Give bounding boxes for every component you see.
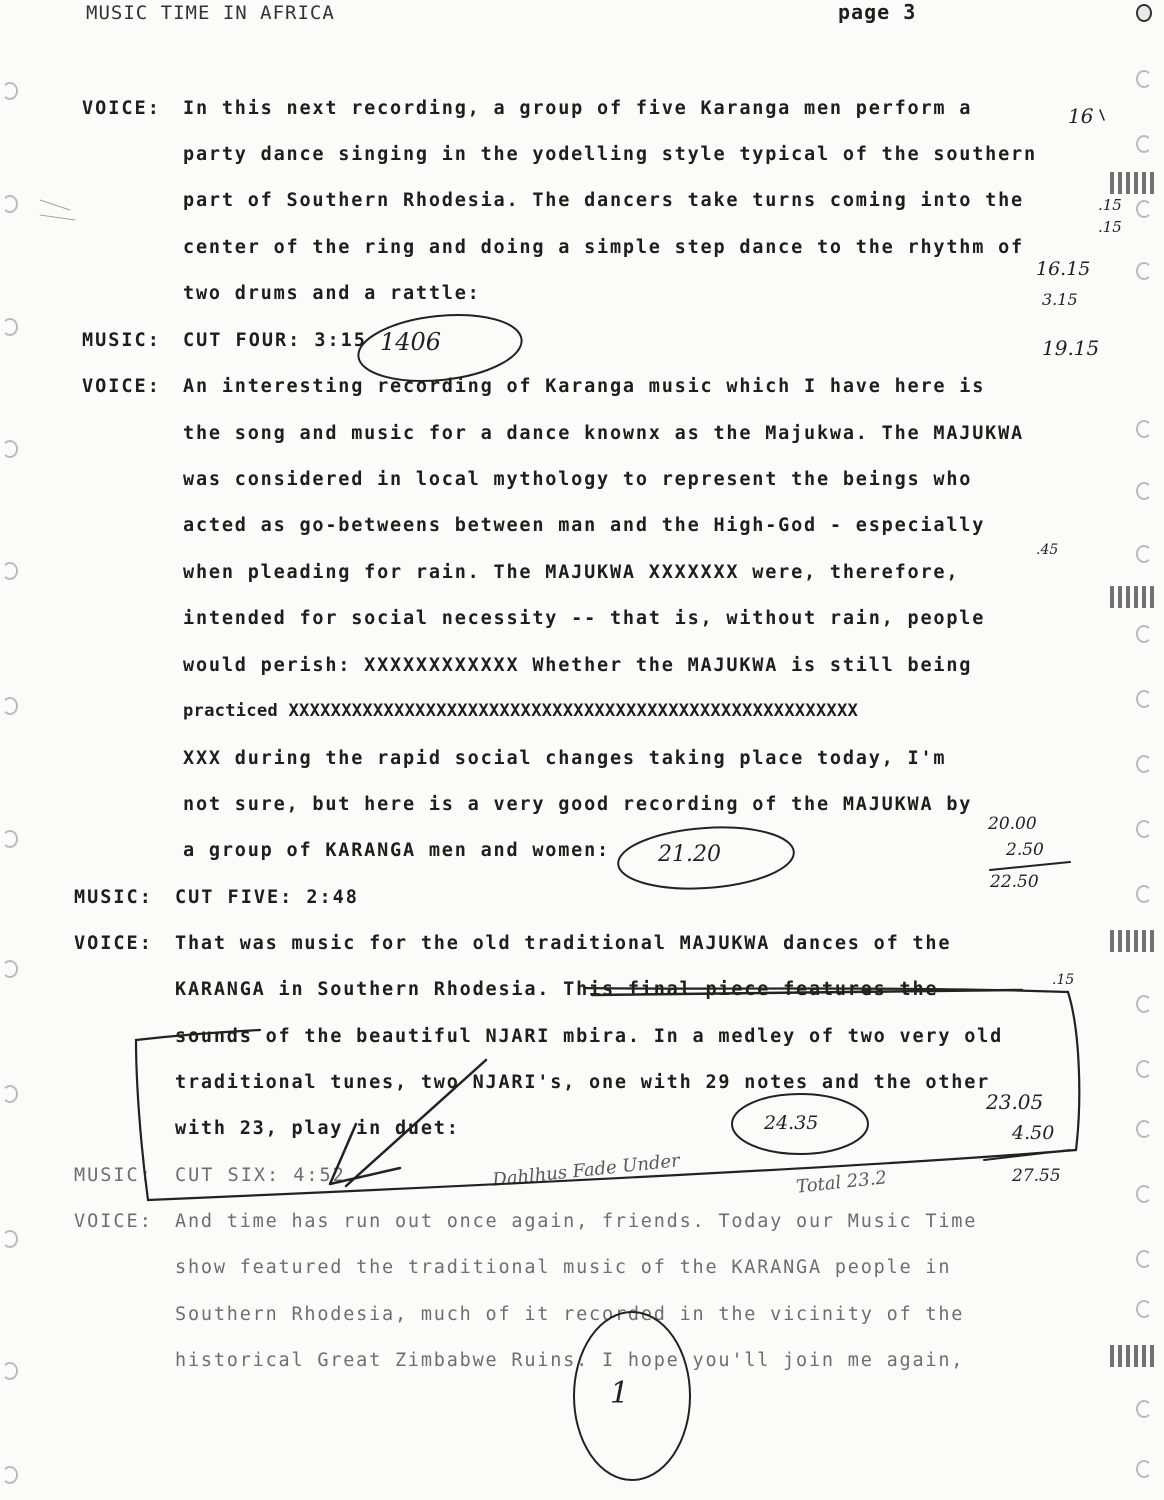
handwritten-scrawl: Dahlhus Fade Under: [491, 1150, 681, 1191]
handwritten-note: 20.00: [988, 814, 1037, 834]
handwritten-note: .45: [1036, 542, 1059, 558]
speaker-label: VOICE:: [82, 98, 161, 119]
circle-mark: [574, 1312, 690, 1480]
speaker-label: VOICE:: [74, 933, 153, 954]
script-line: And time has run out once again, friends. Today our Music Time: [175, 1211, 978, 1232]
script-line: An interesting recording of Karanga music which I have here is: [183, 376, 986, 397]
script-line: when pleading for rain. The MAJUKWA XXXXXXX were, therefore,: [183, 562, 960, 583]
script-line: party dance singing in the yodelling style typical of the southern: [183, 144, 1037, 165]
script-line: That was music for the old traditional MAJUKWA dances of the: [175, 933, 952, 954]
circled-note: 1406: [380, 328, 442, 356]
handwritten-note: 16.15: [1036, 258, 1091, 280]
script-line: historical Great Zimbabwe Ruins. I hope you'll join me again,: [175, 1350, 965, 1371]
handwritten-note: 3.15: [1042, 290, 1078, 309]
script-line: the song and music for a dance knownx as the Majukwa. The MAJUKWA: [183, 423, 1024, 444]
sum-line: [984, 1150, 1070, 1160]
handwritten-note: .15: [1098, 196, 1122, 214]
edge-mark: [1110, 1345, 1158, 1367]
script-line: In this next recording, a group of five Karanga men perform a: [183, 98, 973, 119]
edge-mark: [1110, 172, 1158, 194]
handwritten-note: 4.50: [1012, 1122, 1055, 1144]
music-cue: CUT FOUR: 3:15: [183, 330, 367, 351]
speaker-label: MUSIC:: [74, 887, 153, 908]
script-line: center of the ring and doing a simple step dance to the rhythm of: [183, 237, 1024, 258]
left-perforation: [2, 0, 26, 1500]
music-cue: CUT FIVE: 2:48: [175, 887, 359, 908]
script-line: show featured the traditional music of the KARANGA people in: [175, 1257, 952, 1278]
script-line: a group of KARANGA men and women:: [183, 840, 610, 861]
script-line: Southern Rhodesia, much of it recorded in the vicinity of the: [175, 1304, 965, 1325]
script-line: intended for social necessity -- that is, without rain, people: [183, 608, 986, 629]
sum-line: [990, 862, 1070, 870]
edge-mark: [1110, 930, 1158, 952]
circled-note: 24.35: [764, 1112, 819, 1134]
right-perforation: [1136, 0, 1160, 1500]
script-line: with 23, play in duet:: [175, 1118, 460, 1139]
speaker-label: VOICE:: [82, 376, 161, 397]
edge-mark: [1110, 586, 1158, 608]
circled-note: 1: [610, 1376, 630, 1411]
script-line: traditional tunes, two NJARI's, one with 29 notes and the other: [175, 1072, 991, 1093]
handwritten-note: 22.50: [990, 872, 1039, 892]
script-line: KARANGA in Southern Rhodesia. This final piece features the: [175, 979, 939, 1000]
script-line: part of Southern Rhodesia. The dancers take turns coming into the: [183, 190, 1024, 211]
script-line: practiced XXXXXXXXXXXXXXXXXXXXXXXXXXXXXXXXXXXXXXXXXXXXXXXXXXXXXX: [183, 701, 859, 721]
handwritten-note: .15: [1098, 218, 1122, 236]
speaker-label: MUSIC:: [82, 330, 161, 351]
handwritten-note: 19.15: [1042, 336, 1100, 360]
script-title: MUSIC TIME IN AFRICA: [86, 2, 335, 24]
script-line: two drums and a rattle:: [183, 283, 481, 304]
script-line: sounds of the beautiful NJARI mbira. In a medley of two very old: [175, 1026, 1004, 1047]
handwritten-scrawl: Total 23.2: [795, 1167, 888, 1198]
handwritten-note: 2.50: [1006, 840, 1044, 860]
music-cue: CUT SIX: 4:52: [175, 1165, 346, 1186]
script-line: not sure, but here is a very good recording of the MAJUKWA by: [183, 794, 973, 815]
handwritten-note: 23.05: [986, 1090, 1044, 1114]
script-line: XXX during the rapid social changes taking place today, I'm: [183, 748, 947, 769]
page-number: page 3: [838, 0, 917, 24]
circled-note: 21.20: [658, 842, 721, 867]
speaker-label: MUSIC:: [74, 1165, 153, 1186]
speaker-label: VOICE:: [74, 1211, 153, 1232]
handwritten-note: .15: [1052, 972, 1075, 988]
script-line: acted as go-betweens between man and the High-God - especially: [183, 515, 986, 536]
handwritten-note: 16: [1068, 104, 1094, 128]
script-line: would perish: XXXXXXXXXXXX Whether the MAJUKWA is still being: [183, 655, 973, 676]
script-line: was considered in local mythology to represent the beings who: [183, 469, 973, 490]
handwritten-note: 27.55: [1012, 1166, 1061, 1186]
